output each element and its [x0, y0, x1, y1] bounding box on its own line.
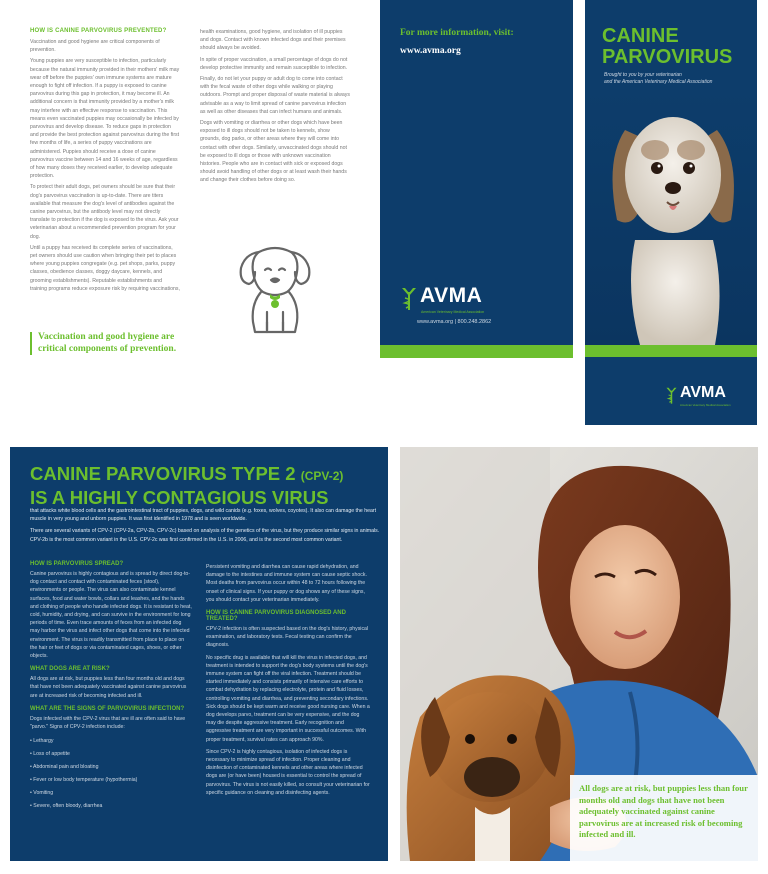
- main-heading-line: CANINE PARVOVIRUS TYPE 2: [30, 463, 296, 484]
- pull-quote: [30, 332, 180, 355]
- info-column-1: [30, 555, 192, 813]
- cover-panel: [585, 0, 757, 345]
- prevention-paragraph: Vaccination and good hygiene are critical components of prevention.: [30, 39, 160, 54]
- back-contact-panel: [380, 0, 573, 345]
- list-item: • Abdominal pain and bloating: [30, 764, 99, 771]
- pull-quote-text: Vaccination and good hygiene are critical components of prevention.: [38, 332, 177, 354]
- section-heading: WHAT ARE THE SIGNS OF PARVOVIRUS INFECTION?: [30, 705, 185, 712]
- intro-paragraph: There are several variants of CPV-2 (CPV-2a, CPV-2b, CPV-2c) based on analysis of the genetics of the virus, but they produce similar signs in animals. CPV-2b is the most common variant in the U.S. CPV-2c was first confirmed in the U.S. in 2006, and is the second most common variant.: [30, 528, 380, 543]
- prevention-column-1: [30, 28, 180, 296]
- green-stripe: [380, 345, 573, 358]
- website-link[interactable]: www.avma.org: [400, 46, 461, 56]
- avma-logo-subtext: American Veterinary Medical Association: [421, 310, 485, 314]
- main-heading-line: IS A HIGHLY CONTAGIOUS VIRUS: [30, 487, 329, 508]
- shih-tzu-photo: [585, 90, 757, 345]
- prevention-paragraph: Young puppies are very susceptible to infection, particularly because the natural immunity provided in their mothers' milk may wear off before the puppies' own immune systems are mature enough to fight off infection. If a puppy is exposed to canine parvovirus during this gap in protection, it may become ill. An additional concern is that immunity provided by a mother's milk may interfere with an effective response to vaccination. This means even vaccinated puppies may occasionally be infected by parvovirus and develop disease. To reduce gaps in protection and provide the best protection against parvovirus during the first few months of life, a series of puppy vaccinations are administered. Puppies should receive a dose of canine parvovirus vaccine between 14 and 16 weeks of age, regardless of how many doses they received earlier, to develop adequate protection.: [30, 58, 180, 180]
- avma-logo-text: AVMA: [680, 384, 726, 401]
- cover-subtitle-line: and the American Veterinary Medical Association: [604, 79, 713, 85]
- section-paragraph: Canine parvovirus is highly contagious and is spread by direct dog-to-dog contact and contact with contaminated feces (stool), environments or people. The virus can also contaminate kennel surfaces, food and water bowls, collars and leashes, and the hands and clothing of people who handle infected dogs. It is resistant to heat, cold, humidity, and drying, and can survive in the environment for long periods of time. Even trace amounts of feces from an infected dog may harbor the virus and infect other dogs that come into the infected environment. The virus is readily transmitted from place to place on the hair or feet of dogs or via contaminated cages, shoes, or other objects.: [30, 571, 192, 660]
- vet-with-puppy-photo: [400, 447, 758, 861]
- intro-text: [30, 507, 380, 548]
- prevention-paragraph: Finally, do not let your puppy or adult dog to come into contact with the fecal waste of other dogs while walking or playing outdoors. Prompt and proper disposal of waste material is always advisable as a way to limit spread of canine parvovirus infection as well as other diseases that can infect humans and animals.: [200, 76, 350, 115]
- caption-box: [570, 775, 758, 861]
- section-heading: WHAT DOGS ARE AT RISK?: [30, 666, 110, 673]
- avma-logo: [400, 284, 510, 314]
- info-panel: [10, 447, 388, 861]
- list-item: • Lethargy: [30, 738, 54, 745]
- prevention-column-2: [200, 28, 350, 188]
- prevention-paragraph: Dogs with vomiting or diarrhea or other dogs which have been exposed to ill dogs should not be taken to kennels, show grounds, dog parks, or other areas where they will come into contact with other dogs. Similarly, unvaccinated dogs should not be exposed to ill dogs or those with unknown vaccination histories. People who are in contact with sick or exposed dogs should avoid handling of other dogs or at least wash their hands and change their clothes before doing so.: [200, 120, 347, 184]
- list-item: • Vomiting: [30, 790, 54, 797]
- green-stripe: [585, 345, 757, 357]
- prevention-paragraph: In spite of proper vaccination, a small percentage of dogs do not develop protective immunity and remain susceptible to infection.: [200, 56, 348, 71]
- list-item: • Severe, often bloody, diarrhea: [30, 803, 103, 810]
- cover-subtitle: [604, 72, 712, 86]
- signs-list: [30, 735, 192, 813]
- section-paragraph: No specific drug is available that will kill the virus in infected dogs, and treatment is intended to support the dog's body systems until the dog's immune system can fight off the viral infection. Treatment should be started immediately and consists primarily of intensive care efforts to combat dehydration by replacing electrolyte, protein and fluid losses, controlling vomiting and diarrhea, and preventing secondary infections. Sick dogs should be kept warm and receive good nursing care. When a dog develops parvo, treatment can be very expensive, and the dog may die despite aggressive treatment. Early recognition and aggressive treatment are very important in successful outcomes. With proper treatment, survival rates can approach 90%.: [206, 654, 370, 743]
- list-item: • Fever or low body temperature (hypothermia): [30, 777, 138, 784]
- main-heading: [30, 463, 380, 508]
- section-heading: HOW IS PARVOVIRUS SPREAD?: [30, 561, 124, 567]
- list-item: • Loss of appetite: [30, 751, 70, 758]
- section-paragraph: Since CPV-2 is highly contagious, isolation of infected dogs is necessary to minimize spread of infection. Proper cleaning and disinfection of contaminated kennels and other areas where infected dogs are (or have been) housed is essential to control the spread of parvovirus. The virus is not easily killed, so consult your veterinarian for specific guidance on cleaning and disinfecting agents.: [206, 748, 370, 796]
- avma-logo-subtext: American Veterinary Medical Association: [680, 403, 731, 407]
- prevention-paragraph: To protect their adult dogs, pet owners should be sure that their dog's parvovirus vaccination is up-to-date. There are titers available that measure the dog's level of antibodies against the canine parvovirus, but the antibody level may not directly translate to protection if the dog is exposed to the virus. Ask your veterinarian about a recommended prevention program for your dog.: [30, 184, 179, 240]
- prevention-paragraph: Until a puppy has received its complete series of vaccinations, pet owners should use caution when bringing their pet to places where young puppies congregate (e.g. pet shops, parks, puppy classes, obedience classes, doggy daycare, kennels, and grooming establishments). Reputable establishments and training programs reduce exposure risk by requiring vaccinations,: [30, 244, 180, 292]
- section-paragraph: Persistent vomiting and diarrhea can cause rapid dehydration, and damage to the intestines and immune system can cause septic shock. Most deaths from parvovirus occur within 48 to 72 hours following the onset of clinical signs. If your puppy or dog shows any of these signs, you should contact your veterinarian immediately.: [206, 564, 367, 603]
- prevention-heading: HOW IS CANINE PARVOVIRUS PREVENTED?: [30, 28, 167, 34]
- prevention-paragraph: health examinations, good hygiene, and isolation of ill puppies and dogs. Contact with known infected dogs and their premises should always be avoided.: [200, 29, 346, 52]
- main-heading-variant: (CPV-2): [300, 469, 344, 483]
- section-paragraph: Dogs infected with the CPV-2 virus that are ill are often said to have "parvo." Signs of CPV-2 infection include:: [30, 715, 186, 731]
- avma-logo: [665, 384, 755, 410]
- dog-outline-icon: [237, 242, 313, 337]
- cover-footer: [585, 357, 757, 425]
- caption-text: All dogs are at risk, but puppies less than four months old and dogs that have not been adequately vaccinated against canine parvovirus are at increased risk of becoming infected and ill.: [579, 783, 748, 839]
- section-heading: HOW IS CANINE PARVOVIRUS DIAGNOSED AND TREATED?: [206, 610, 346, 623]
- avma-caduceus-icon: [400, 286, 418, 310]
- more-info-label: For more information, visit:: [400, 28, 514, 38]
- avma-caduceus-icon: [665, 386, 678, 404]
- section-paragraph: CPV-2 infection is often suspected based on the dog's history, physical examination, and laboratory tests. Fecal testing can confirm the diagnosis.: [206, 626, 369, 649]
- section-paragraph: All dogs are at risk, but puppies less than four months old and dogs that have not been adequately vaccinated against canine parvovirus are at increased risk of becoming infected and ill.: [30, 676, 187, 699]
- info-column-2: [206, 563, 370, 801]
- contact-line: www.avma.org | 800.248.2862: [417, 319, 492, 325]
- cover-title: [602, 26, 732, 68]
- intro-paragraph: that attacks white blood cells and the gastrointestinal tract of puppies, dogs, and wild canids (e.g. foxes, wolves, coyotes). It also can damage the heart muscle in very young and unborn puppies. It was first identified in 1978 and is seen worldwide.: [30, 508, 377, 523]
- avma-logo-text: AVMA: [420, 284, 483, 307]
- cover-title-line: PARVOVIRUS: [602, 46, 733, 68]
- cover-title-line: CANINE: [602, 25, 679, 47]
- cover-subtitle-line: Brought to you by your veterinarian: [604, 72, 682, 78]
